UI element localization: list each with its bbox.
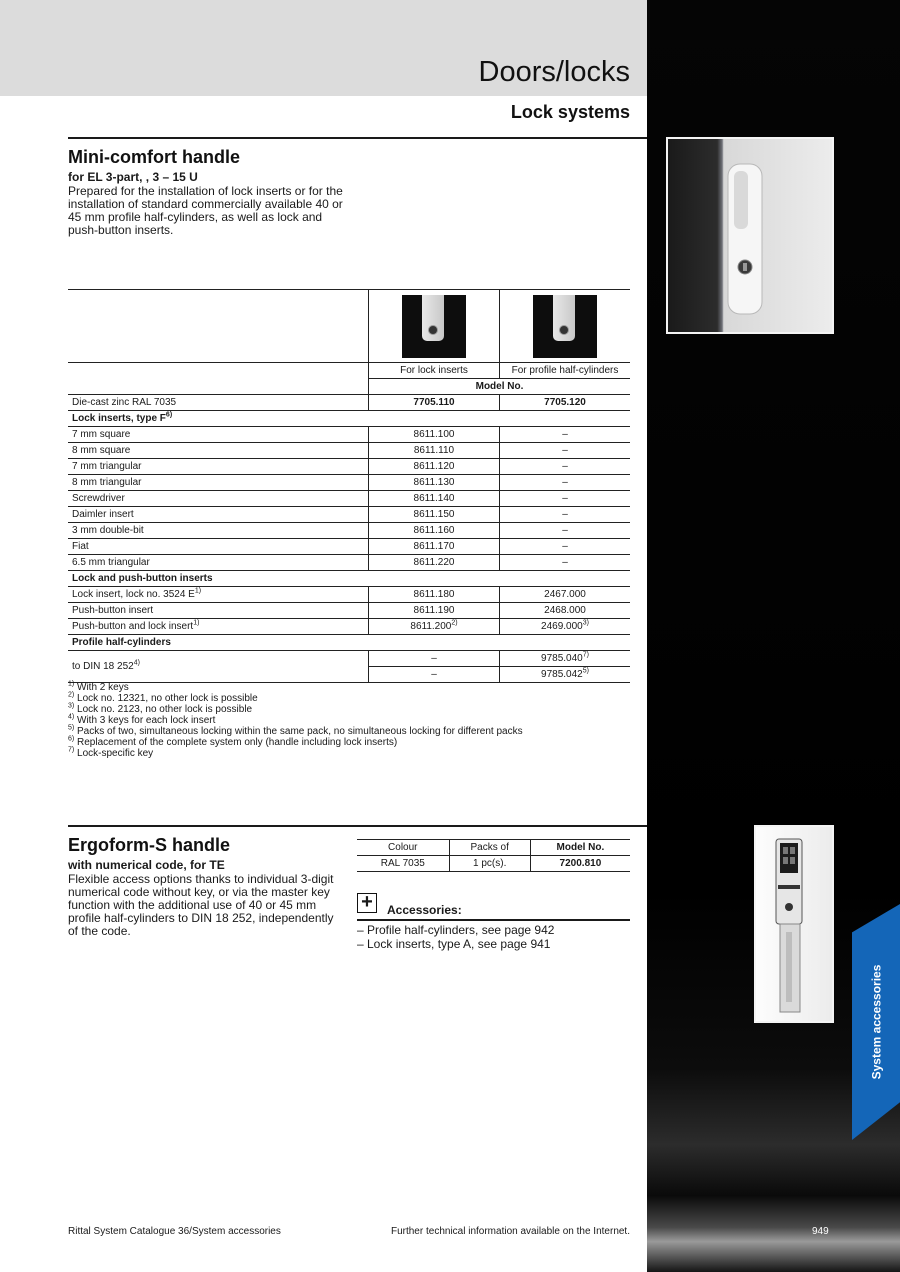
- product-description: Prepared for the installation of lock inserts or for the installation of standard commercially available 40 or 45 mm profile half-cylinders, as well as lock and push-button inserts.: [68, 184, 343, 237]
- table-row: 8 mm square 8611.110 –: [68, 443, 630, 459]
- table-row: Push-button and lock insert$^{1)}$ 8611.200$^{2)}$ 2469.000$^{3)}$: [68, 619, 630, 635]
- table-row: Push-button insert 8611.190 2468.000: [68, 603, 630, 619]
- table-row: Lock insert, lock no. 3524 $E^{1)}$ 8611.180 2467.000: [68, 587, 630, 603]
- model-table: [68, 289, 630, 683]
- page-number: 949: [812, 1226, 829, 1237]
- divider-top: [68, 137, 647, 139]
- group-row: Lock and push-button inserts: [68, 571, 630, 587]
- table-row: Fiat 8611.170 –: [68, 539, 630, 555]
- divider-mid: [68, 825, 647, 827]
- footnote: $^{1)}$ With 2 keys: [68, 680, 129, 693]
- table-row: 7 mm triangular 8611.120 –: [68, 459, 630, 475]
- table-row: to DIN 18 252$^{4)}$ – 9785.040$^{7)}$: [68, 651, 630, 667]
- mini-comfort-block: [68, 147, 348, 237]
- model-header-row: Model No.: [68, 379, 630, 395]
- mini-comfort-handle-photo: [666, 137, 834, 334]
- table-row: Die-cast zinc RAL 7035 7705.110 7705.120: [68, 395, 630, 411]
- table-header-row: For lock inserts For profile half-cylinders: [68, 363, 630, 379]
- product-description: Flexible access options thanks to individual 3-digit numerical code without key, or via the master key function with the additional use of 40 or 45 mm profile half-cylinders to DIN 18 252, independently of the code.: [68, 872, 334, 938]
- table-row: 7 mm square 8611.100 –: [68, 427, 630, 443]
- handle-illustration: [668, 139, 832, 332]
- ergoform-handle-photo: [754, 825, 834, 1023]
- ergoform-block: [68, 835, 338, 938]
- side-tab-label: System accessories: [869, 964, 883, 1080]
- table-header-row: Colour Packs of Model No.: [357, 840, 630, 856]
- plus-icon: +: [357, 893, 377, 913]
- footnote: $^{5)}$ Packs of two, simultaneous locking within the same pack, no simultaneous locking for different packs: [68, 724, 523, 737]
- section-title: Doors/locks: [478, 56, 630, 88]
- footnote: $^{2)}$ Lock no. 12321, no other lock is possible: [68, 691, 258, 704]
- table-row: 3 mm double-bit 8611.160 –: [68, 523, 630, 539]
- ergoform-illustration: [756, 827, 832, 1021]
- product-title: Ergoform-S handle: [68, 835, 231, 855]
- footnote: $^{3)}$ Lock no. 2123, no other lock is possible: [68, 702, 253, 715]
- accessories-title: Accessories:: [387, 903, 462, 917]
- ergoform-table: [357, 839, 630, 872]
- footer-catalogue: Rittal System Catalogue 36/System accessories: [68, 1226, 281, 1237]
- product-title: Mini-comfort handle: [68, 147, 240, 167]
- accessories-list: [357, 923, 554, 951]
- table-row: Screwdriver 8611.140 –: [68, 491, 630, 507]
- group-row: Lock inserts, type $F^{6)}$: [68, 411, 630, 427]
- table-row: 8 mm triangular 8611.130 –: [68, 475, 630, 491]
- footnote: $^{6)}$ Replacement of the complete system only (handle including lock inserts): [68, 735, 398, 748]
- product-subtitle: with numerical code, for TE: [68, 858, 225, 872]
- section-subtitle: Lock systems: [510, 102, 630, 122]
- list-item: – Lock inserts, type A, see page 941: [357, 937, 551, 951]
- footnote: $^{4)}$ With 3 keys for each lock insert: [68, 713, 216, 726]
- lock-insert-thumbnail: [369, 290, 500, 363]
- table-row: Daimler insert 8611.150 –: [68, 507, 630, 523]
- product-subtitle: for EL 3-part, , 3 – 15 U: [68, 170, 198, 184]
- footnote: $^{7)}$ Lock-specific key: [68, 746, 154, 759]
- accessories-header: [357, 893, 630, 921]
- table-row: – 9785.042$^{5)}$: [68, 667, 630, 683]
- table-row: 6.5 mm triangular 8611.220 –: [68, 555, 630, 571]
- group-row: Profile half-cylinders: [68, 635, 630, 651]
- profile-cylinder-thumbnail: [500, 290, 631, 363]
- table-row: RAL 7035 1 pc(s). 7200.810: [357, 856, 630, 872]
- table-image-row: [68, 290, 630, 363]
- footnotes: [68, 682, 523, 759]
- list-item: – Profile half-cylinders, see page 942: [357, 923, 555, 937]
- footer-note: Further technical information available on the Internet.: [390, 1226, 630, 1237]
